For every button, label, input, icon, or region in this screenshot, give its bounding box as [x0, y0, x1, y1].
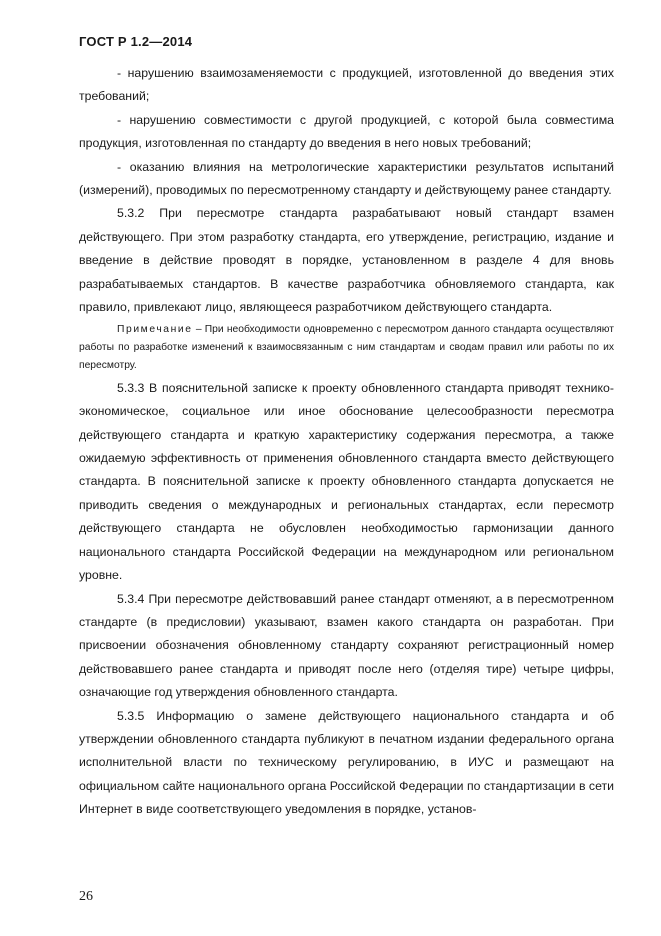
note-text: – При необходимости одновременно с пересмотром данного стандарта осуществляют работы по разработке изменений к взаимосвязанным с ним стандартам и сводам правил или работы по их пересмотру. [79, 324, 614, 372]
body-text [79, 62, 614, 822]
paragraph-5-3-4: 5.3.4 При пересмотре действовавший ранее стандарт отменяют, а в пересмотренном стандарте (в предисловии) указывают, взамен какого стандарта он разработан. При присвоении обозначения обновленному стандарту сохраняют регистрационный номер действовавшего ранее стандарта и приводят после него (отделяя тире) четыре цифры, означающие год утверждения обновленного стандарта. [79, 591, 614, 700]
page-number: 26 [79, 889, 93, 904]
paragraph-bullet-compatibility: - нарушению совместимости с другой продукцией, с которой была совместима продукция, изготовленная по стандарту до введения в него новых требований; [79, 112, 614, 151]
paragraph-5-3-2: 5.3.2 При пересмотре стандарта разрабатывают новый стандарт взамен действующего. При этом разработку стандарта, его утверждение, регистрацию, издание и введение в действие проводят в порядке, установленном в разделе 4 для вновь разрабатываемых стандартов. В качестве разработчика обновляемого стандарта, как правило, привлекают лицо, являющееся разработчиком действующего стандарта. [79, 206, 614, 315]
paragraph-bullet-interchangeability: - нарушению взаимозаменяемости с продукцией, изготовленной до введения этих требований; [79, 66, 614, 104]
standard-designation: ГОСТ Р 1.2—2014 [79, 34, 193, 49]
paragraph-bullet-metrology: - оказанию влияния на метрологические характеристики результатов испытаний (измерений), проводимых по пересмотренному стандарту и действующему ранее стандарту. [79, 159, 614, 198]
paragraph-5-3-3: 5.3.3 В пояснительной записке к проекту обновленного стандарта приводят технико-экономическое, социальное или иное обоснование целесообразности пересмотра действующего стандарта и краткую характеристику содержания пересмотра, а также ожидаемую эффективность от применения обновленного стандарта вместо действующего стандарта. В пояснительной записке к проекту обновленного стандарта допускается не приводить сведения о международных и региональных стандартах, если пересмотр действующего стандарта не обусловлен необходимостью гармонизации данного национального стандарта Российской Федерации на международном или региональном уровне. [79, 380, 614, 583]
paragraph-5-3-5: 5.3.5 Информацию о замене действующего национального стандарта и об утверждении обновленного стандарта публикуют в печатном издании федерального органа исполнительной власти по техническому регулированию, в ИУС и размещают на официальном сайте национального органа Российской Федерации по стандартизации в сети Интернет в виде соответствующего уведомления в порядке, установ- [79, 708, 614, 817]
note [79, 321, 614, 374]
note-lead: Примечание [117, 324, 193, 336]
